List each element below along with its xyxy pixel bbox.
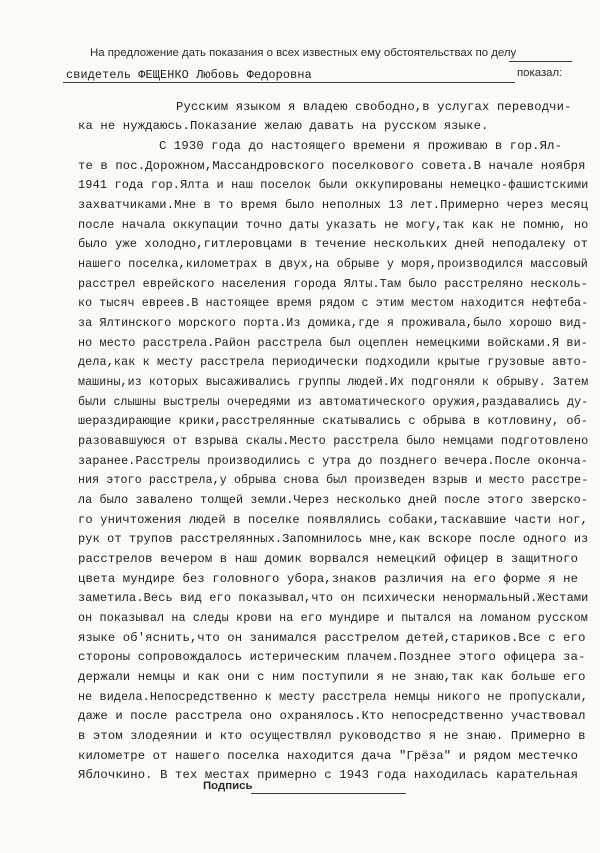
testimony-line: языке об'яснить,что он занимался расстрелом детей,стариков.Все с его — [78, 631, 586, 645]
testimony-line: го уничтожения людей в поселке появлялись собаки,таскавшие части ног, — [78, 513, 589, 527]
testimony-line: Яблочкино. В тех местах примерно с 1943 года находилась карательная — [78, 768, 579, 782]
testimony-line: машины,из которых высаживались группы людей.Их подгоняли к обрыву. Затем — [78, 375, 589, 389]
testimony-line: ко тысяч евреев.В настоящее время рядом с этим местом находится нефтеба- — [78, 296, 589, 310]
case-blank-line — [509, 61, 572, 62]
testimony-line: он показывал на следы крови на его мундире и пытался на ломаном русском — [78, 611, 588, 625]
testimony-line: но место расстрела.Район расстрела был оцеплен немецкими войсками.Я ви- — [78, 336, 588, 350]
intro-text: На предложение дать показания о всех известных ему обстоятельствах по делу — [90, 47, 517, 59]
testimony-line: в этом злодеянии и кто осуществлял руководство я не знаю. Примерно в — [78, 729, 586, 743]
testimony-line: после начала оккупации точно даты указать не могу,так как не помню, но — [78, 218, 589, 232]
testimony-line: заранее.Расстрелы производились с утра до позднего вечера.После оконча- — [78, 454, 588, 468]
testimony-line: километре от нашего поселка находится дача "Грёза" и рядом местечко — [78, 749, 579, 763]
testimony-line: расстрелов вечером в наш домик ворвался немецкий офицер в защитного — [78, 552, 579, 566]
testimony-line: те в пос.Дорожном,Массандровского поселкового совета.В начале ноября — [78, 159, 586, 173]
testimony-line: не видела.Непосредственно к месту расстрела немцы никого не пропускали, — [78, 690, 588, 704]
testimony-line: заметила.Весь вид его показывал,что он психически ненормальный.Жестами — [78, 591, 589, 605]
testimony-line: захватчиками.Мне в то время было неполных 13 лет.Примерно через месяц — [78, 198, 589, 212]
witness-blank-line — [63, 82, 515, 83]
testimony-line: за Ялтинского морского порта.Из домика,где я проживала,было хорошо вид- — [78, 316, 588, 330]
witness-name: свидетель ФЕЩЕНКО Любовь Федоровна — [66, 68, 312, 82]
testimony-line: С 1930 года до настоящего времени я проживаю в гор.Ял- — [159, 139, 563, 153]
testimony-line: цвета мундире без головного убора,знаков различия на его форме я не — [78, 572, 579, 586]
testimony-line: стороны сопровождалось истерическим плачем.Позднее этого офицера за- — [78, 650, 586, 664]
testimony-line: нашего поселка,километрах в двух,на обрыве у моря,производился массовый — [78, 257, 588, 271]
signature-line — [251, 793, 406, 794]
testimony-line: шераздирающие крики,расстрелянные скатывались с обрыва в котловину, об- — [78, 414, 588, 428]
testimony-line: рук от трупов расстрелянных.Запомнилось мне,как вскоре после одного из — [78, 532, 589, 546]
testimony-line: разовавшуюся от взрыва скалы.Место расстрела было немцами подготовлено — [78, 434, 589, 448]
signature-label: Подпись — [203, 780, 253, 792]
testimony-line: 1941 года гор.Ялта и наш поселок были оккупированы немецко-фашистскими — [78, 178, 589, 192]
testimony-line: было уже холодно,гитлеровцами в течение нескольких дней неподалеку от — [78, 237, 589, 251]
testimony-line: расстрел еврейского населения города Ялты.Там было расстреляно несколь- — [78, 277, 588, 291]
testimony-line: ния этого расстрела,у обрыва снова был произведен взрыв и место расстре- — [78, 473, 589, 487]
testimony-line: ла было завалено толщей земли.Через несколько дней после этого зверско- — [78, 493, 588, 507]
testimony-line: держали немцы и как они с ним поступили я не знаю,так как больше его — [78, 670, 586, 684]
testimony-line: были слышны выстрелы очередями из автоматического оружия,раздавались ду- — [78, 395, 589, 409]
testimony-line: дела,как к месту расстрела периодически подходили крытые грузовые авто- — [78, 355, 588, 369]
testimony-line: ка не нуждаюсь.Показание желаю давать на русском языке. — [78, 119, 489, 133]
testimony-line: Русским языком я владею свободно,в услугах переводчи- — [176, 100, 572, 114]
testified-label: показал: — [517, 67, 563, 79]
testimony-line: даже и после расстрела оно охранялось.Кто непосредственно участвовал — [78, 709, 586, 723]
